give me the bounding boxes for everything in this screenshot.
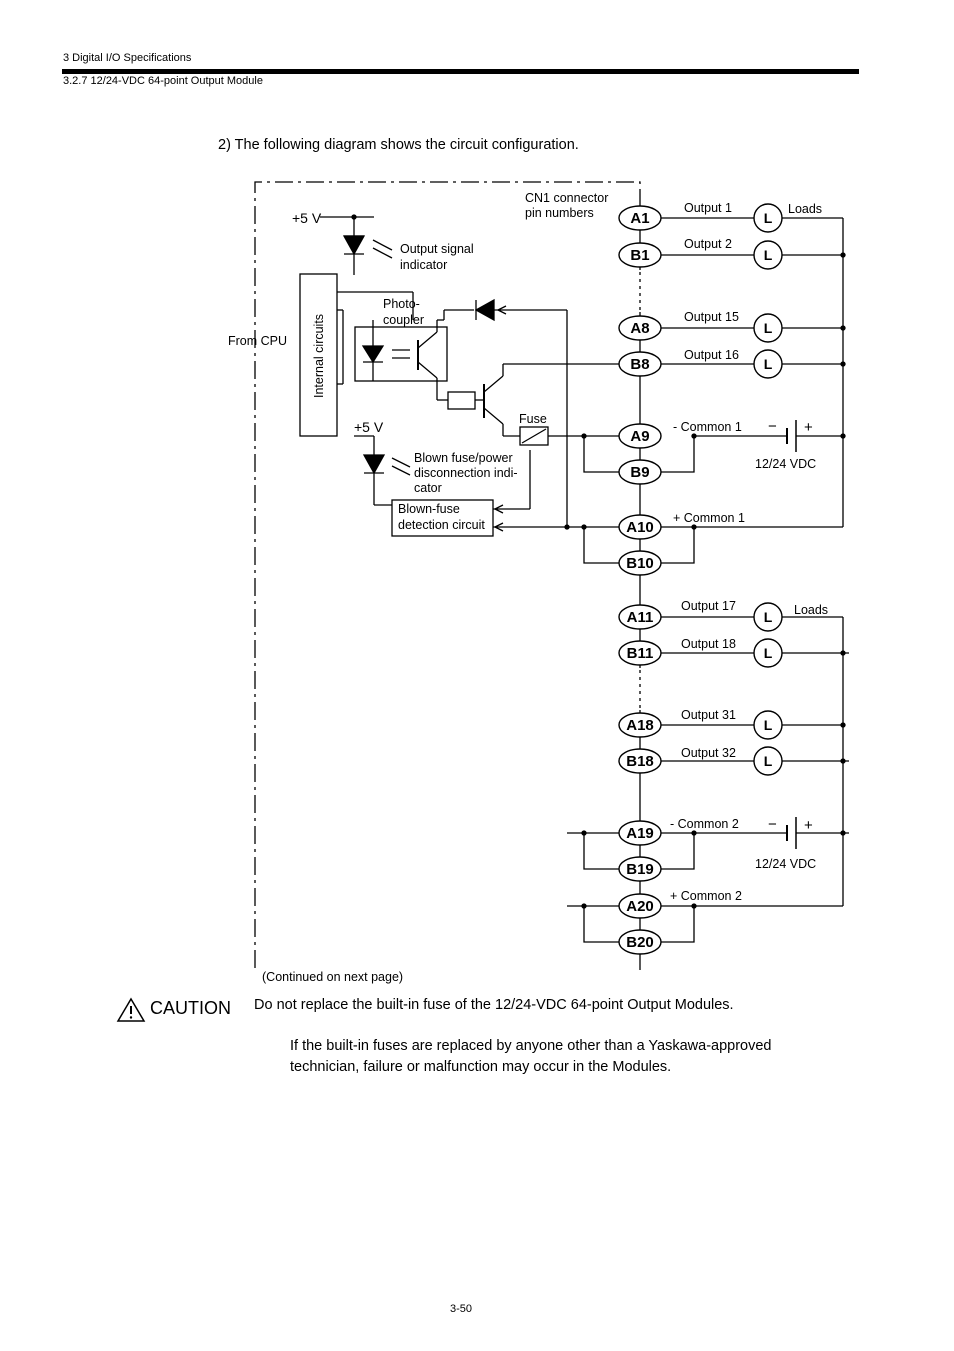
continued-label: (Continued on next page) bbox=[262, 970, 404, 984]
output-label: Output 32 bbox=[681, 746, 736, 760]
output-label: Output 16 bbox=[684, 348, 739, 362]
header-chapter: 3 Digital I/O Specifications bbox=[63, 52, 192, 64]
blown-fuse-indicator-line3: cator bbox=[414, 481, 442, 495]
blown-fuse-indicator-line2: disconnection indi- bbox=[414, 466, 518, 480]
common-plus-1-label: + Common 1 bbox=[673, 511, 745, 525]
from-cpu-label: From CPU bbox=[228, 334, 288, 348]
fuse-label: Fuse bbox=[519, 412, 547, 426]
plus5v-bottom-label: +5 V bbox=[354, 419, 384, 435]
battery-1-plus: + bbox=[804, 419, 813, 436]
plus5v-top-label: +5 V bbox=[292, 210, 322, 226]
pin-label: B1 bbox=[630, 247, 650, 264]
common-plus-2-label: + Common 2 bbox=[670, 889, 742, 903]
pin-label: B11 bbox=[626, 645, 654, 662]
vdc-2-label: 12/24 VDC bbox=[755, 857, 817, 871]
battery-2-plus: + bbox=[804, 817, 813, 834]
pin-label: B10 bbox=[626, 555, 654, 572]
internal-circuits-label: Internal circuits bbox=[312, 313, 326, 398]
pin-label: A8 bbox=[630, 320, 650, 337]
battery-1-minus: − bbox=[768, 418, 777, 435]
caution-paragraph bbox=[290, 1036, 850, 1078]
cn1-label-line1: CN1 connector bbox=[525, 191, 609, 205]
output-label: Output 15 bbox=[684, 310, 739, 324]
blown-fuse-circuit-line2: detection circuit bbox=[398, 518, 485, 532]
common-minus-2-label: - Common 2 bbox=[670, 817, 739, 831]
output-label: Output 18 bbox=[681, 637, 736, 651]
vdc-1-label: 12/24 VDC bbox=[755, 457, 817, 471]
pin-label: B19 bbox=[626, 861, 654, 878]
pin-label: A9 bbox=[630, 428, 650, 445]
pin-label: B8 bbox=[630, 356, 650, 373]
output-label: Output 2 bbox=[684, 237, 732, 251]
pin-label: A1 bbox=[630, 210, 650, 227]
pin-label: B20 bbox=[626, 934, 654, 951]
caution-label: CAUTION bbox=[150, 998, 231, 1018]
blown-fuse-circuit-line1: Blown-fuse bbox=[398, 502, 460, 516]
load-label: L bbox=[763, 320, 773, 336]
blown-fuse-indicator-line1: Blown fuse/power bbox=[414, 451, 513, 465]
caution-para-line: If the built-in fuses are replaced by anyone other than a Yaskawa-approved bbox=[290, 1038, 772, 1054]
pin-label: A11 bbox=[626, 609, 654, 626]
cn1-label-line2: pin numbers bbox=[525, 206, 594, 220]
load-label: L bbox=[763, 210, 773, 226]
load-label: L bbox=[763, 356, 773, 372]
output-signal-indicator-line1: Output signal bbox=[400, 242, 474, 256]
pin-label: B18 bbox=[626, 753, 654, 770]
load-label: L bbox=[763, 645, 773, 661]
pin-label: A20 bbox=[626, 898, 654, 915]
photocoupler-line1: Photo- bbox=[383, 297, 420, 311]
loads-bottom-label: Loads bbox=[794, 603, 829, 617]
page-number: 3-50 bbox=[450, 1303, 473, 1315]
intro-text: 2) The following diagram shows the circuit configuration. bbox=[218, 137, 579, 153]
caution-para-line: technician, failure or malfunction may occur in the Modules. bbox=[290, 1059, 672, 1075]
warning-triangle-icon bbox=[116, 997, 146, 1023]
output-label: Output 31 bbox=[681, 708, 736, 722]
pin-label: A18 bbox=[626, 717, 654, 734]
load-label: L bbox=[763, 609, 773, 625]
common-minus-1-label: - Common 1 bbox=[673, 420, 742, 434]
caution-text: Do not replace the built-in fuse of the 12/24-VDC 64-point Output Modules. bbox=[254, 997, 734, 1013]
output-signal-indicator-line2: indicator bbox=[400, 258, 448, 272]
pin-label: A19 bbox=[626, 825, 654, 842]
battery-2-minus: − bbox=[768, 816, 777, 833]
photocoupler-line2: coupler bbox=[383, 313, 424, 327]
load-label: L bbox=[763, 753, 773, 769]
output-label: Output 1 bbox=[684, 201, 732, 215]
output-label: Output 17 bbox=[681, 599, 736, 613]
load-label: L bbox=[763, 717, 773, 733]
loads-top-label: Loads bbox=[788, 202, 823, 216]
pin-label: A10 bbox=[626, 519, 654, 536]
pin-label: B9 bbox=[630, 464, 650, 481]
header-section: 3.2.7 12/24-VDC 64-point Output Module bbox=[63, 75, 263, 87]
load-label: L bbox=[763, 247, 773, 263]
